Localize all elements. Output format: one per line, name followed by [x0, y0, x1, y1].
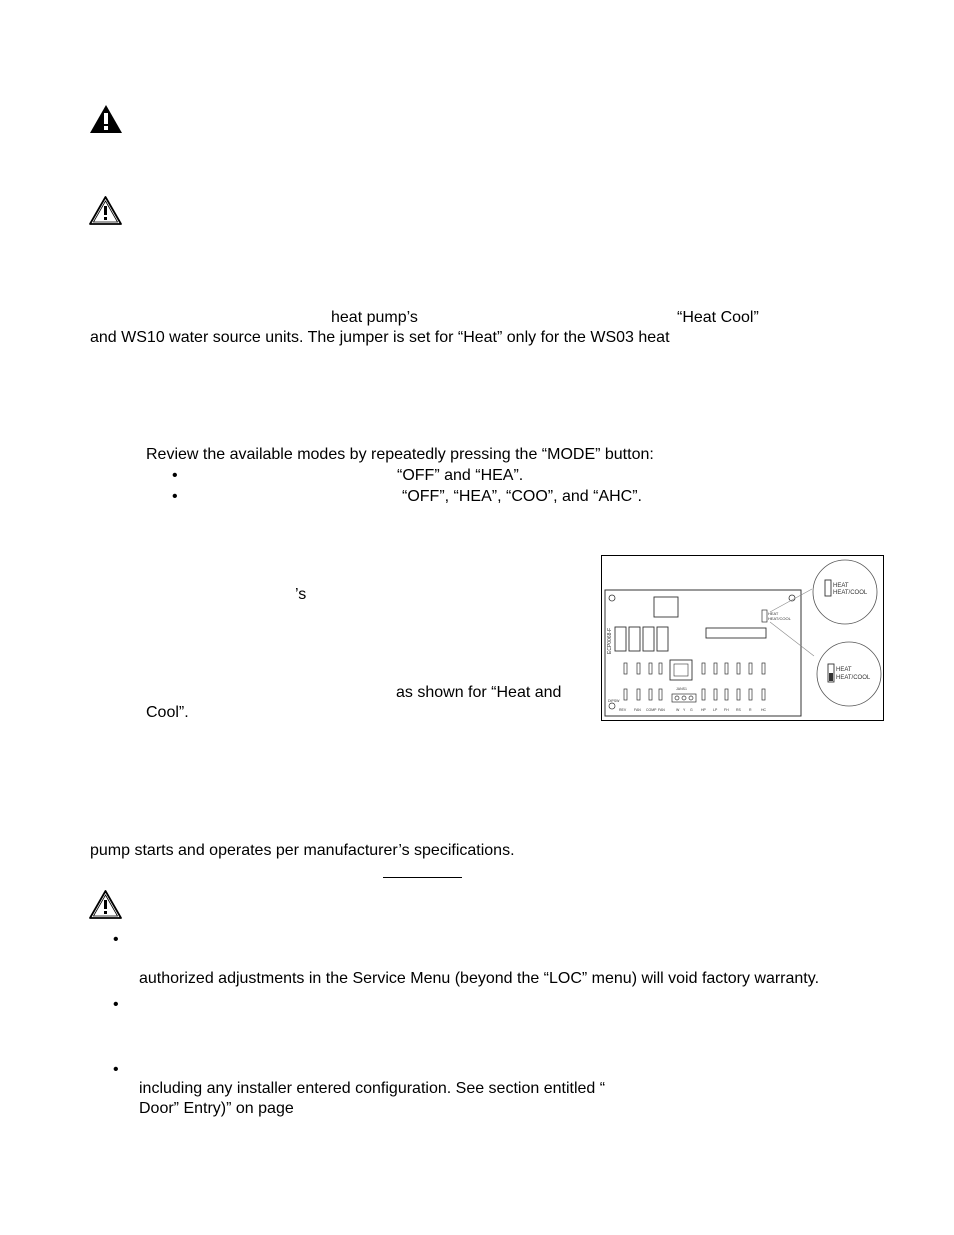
terminal-label: HP [701, 708, 706, 712]
pump-starts-line: pump starts and operates per manufacturer’s specifications. [90, 842, 515, 859]
heat-pump-fragment: heat pump’s [331, 309, 418, 326]
caution-outline-icon [88, 889, 123, 920]
board-label: ECP0068-F [607, 627, 613, 654]
terminal-label: W [676, 708, 680, 712]
connector-label: JANS1 [676, 687, 687, 691]
board-jumper-heat: HEAT [768, 611, 779, 616]
zoom-top-heatcool: HEAT/COOL [833, 590, 868, 596]
zoom-top-heat: HEAT [833, 583, 849, 589]
circuit-board-figure [601, 555, 884, 721]
terminal-label: LP [713, 708, 718, 712]
modes-heat-only: “OFF” and “HEA”. [397, 467, 524, 484]
bullet: • [113, 931, 119, 948]
as-shown-fragment: as shown for “Heat and [396, 684, 562, 701]
authorized-adjustments-line: authorized adjustments in the Service Menu (beyond the “LOC” menu) will void factory warranty. [139, 970, 820, 987]
terminal-label: G [690, 708, 693, 712]
caution-outline-icon [88, 195, 123, 226]
underline-rule [383, 877, 462, 878]
apostrophe-fragment: ’s [295, 586, 307, 603]
terminal-label: COMP [646, 708, 657, 712]
terminal-label: FH [724, 708, 729, 712]
terminal-label: RS [736, 708, 741, 712]
bullet: • [172, 488, 178, 505]
terminal-label: FAN [634, 708, 641, 712]
bullet: • [172, 467, 178, 484]
door-entry-line: Door” Entry)” on page [139, 1100, 294, 1117]
review-modes-line: Review the available modes by repeatedly pressing the “MODE” button: [146, 446, 654, 463]
including-config-line: including any installer entered configuration. See section entitled “ [139, 1080, 606, 1097]
zoom-bottom-heat: HEAT [836, 667, 852, 673]
zoom-bottom-heatcool: HEAT/COOL [836, 675, 871, 681]
cool-end-fragment: Cool”. [146, 704, 189, 721]
terminal-label: REV [619, 708, 627, 712]
warning-solid-icon [89, 104, 123, 134]
bullet: • [113, 996, 119, 1013]
circuit-board-drawing [602, 556, 883, 720]
heat-cool-fragment: “Heat Cool” [677, 309, 759, 326]
board-jumper-heatcool: HEAT/COOL [768, 616, 791, 621]
terminal-label: FAN [658, 708, 665, 712]
terminal-label: Y [683, 708, 686, 712]
modes-heat-cool: “OFF”, “HEA”, “COO”, and “AHC”. [402, 488, 642, 505]
bullet: • [113, 1061, 119, 1078]
ws10-line: and WS10 water source units. The jumper is set for “Heat” only for the WS03 heat [90, 329, 670, 346]
terminal-label: HC [761, 708, 767, 712]
terminal-label: R [749, 708, 752, 712]
dipsw-label: DIPSW [608, 699, 620, 703]
